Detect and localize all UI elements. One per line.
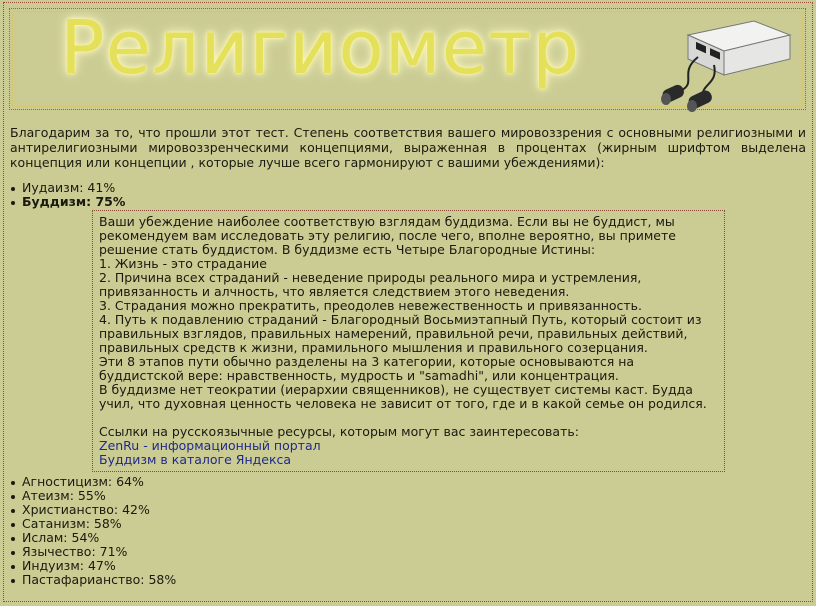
detail-spacer — [99, 411, 718, 425]
intro-text: Благодарим за то, что прошли этот тест. Степень соответствия вашего мировоззрения с основными религиозными и антирелигиозными мировоззренческими концепциями, выраженная в процентах (жирным шрифтом выделена концепция или концепции , которые лучше всего гармонируют с вашими убеждениями): — [10, 125, 806, 170]
link-zenru[interactable]: ZenRu - информационный портал — [99, 438, 321, 453]
detail-paragraph: Ваши убеждение наиболее соответствую взглядам буддизма. Если вы не буддист, мы рекомендуем вам исследовать эту религию, после чего, вполне вероятно, вы примете решение стать буддистом. В буддизме есть Четыре Благородные Истины: — [99, 214, 676, 257]
result-hinduism: Индуизм: 47% — [10, 559, 806, 573]
result-judaism: Иудаизм: 41% — [10, 181, 806, 195]
header-banner — [9, 5, 806, 110]
device-icon — [658, 13, 798, 113]
detail-theocracy: В буддизме нет теократии (иерархии священников), не существует системы каст. Будда учил, что духовная ценность человека не зависит от того, где и в какой семье он родился. — [99, 382, 707, 411]
result-agnosticism: Агностицизм: 64% — [10, 475, 806, 489]
detail-truth-2: 2. Причина всех страданий - неведение природы реального мира и устремления, привязанность и алчность, что является следствием этого неведения. — [99, 270, 642, 299]
detail-truth-4: 4. Путь к подавлению страданий - Благородный Восьмиэтапный Путь, который состоит из правильных взглядов, правильных намерений, правильной речи, правильных действий, правильных средств к жизни, прамильного мышления и правильного созерцания. — [99, 312, 702, 355]
results-list-rest — [10, 475, 806, 587]
buddhism-detail-box — [92, 210, 725, 472]
result-pastafarianism: Пастафарианство: 58% — [10, 573, 806, 587]
link-yandex-catalog[interactable]: Буддизм в каталоге Яндекса — [99, 452, 292, 467]
detail-truth-3: 3. Страдания можно прекратить, преодолев невежественность и привязанность. — [99, 298, 643, 313]
result-satanism: Сатанизм: 58% — [10, 517, 806, 531]
results-list-top — [10, 181, 806, 209]
resources-intro: Ссылки на русскоязычные ресурсы, которым могут вас заинтересовать: — [99, 424, 579, 439]
detail-truth-1: 1. Жизнь - это страдание — [99, 256, 267, 271]
result-buddhism: Буддизм: 75% — [10, 195, 806, 209]
result-paganism: Язычество: 71% — [10, 545, 806, 559]
page-frame — [3, 2, 813, 602]
result-christianity: Христианство: 42% — [10, 503, 806, 517]
result-atheism: Атеизм: 55% — [10, 489, 806, 503]
site-logo: Религиометр — [60, 5, 581, 91]
result-islam: Ислам: 54% — [10, 531, 806, 545]
detail-categories: Эти 8 этапов пути обычно разделены на 3 категории, которые основываются на буддистской вере: нравственность, мудрость и "samadhi", или концентрация. — [99, 354, 635, 383]
